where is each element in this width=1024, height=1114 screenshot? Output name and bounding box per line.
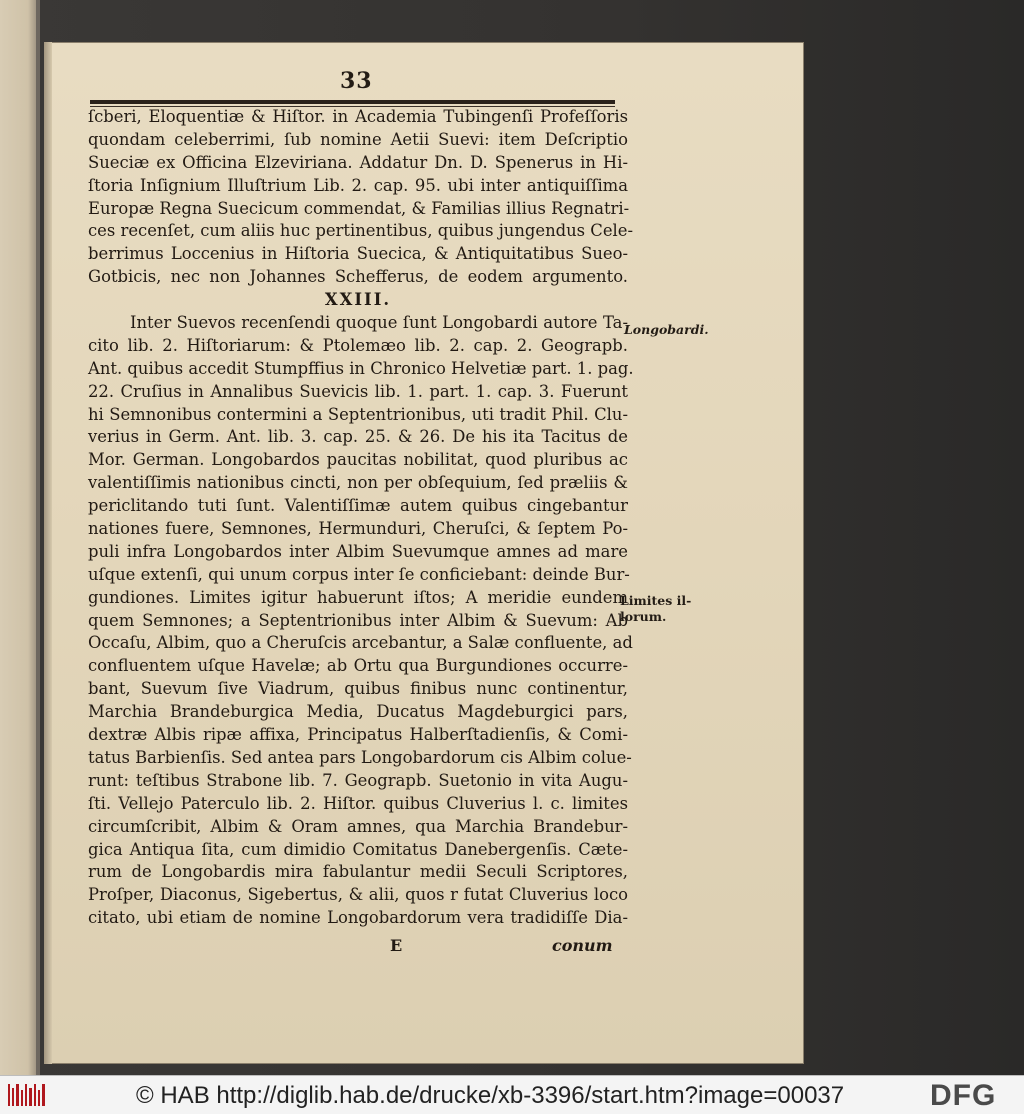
text-line: gica Antiqua ſita, cum dimidio Comitatus Danebergenſis. Cæte- <box>88 839 628 859</box>
text-line: hi Semnonibus contermini a Septentrionibus, uti tradit Phil. Clu- <box>88 404 628 424</box>
text-line: Sueciæ ex Officina Elzeviriana. Addatur Dn. D. Spenerus in Hi- <box>88 152 628 172</box>
text-line: ſtoria Inſignium Illuſtrium Lib. 2. cap. 95. ubi inter antiquiſſima <box>88 175 628 195</box>
text-line: confluentem uſque Havelæ; ab Ortu qua Burgundiones occurre- <box>88 656 628 676</box>
text-line: Proſper, Diaconus, Sigebertus, & alii, quos r futat Cluverius loco <box>88 885 628 905</box>
page-gutter <box>44 42 52 1064</box>
hab-logo-icon <box>6 1080 48 1110</box>
margin-note-longobardi: Longobardi. <box>624 322 709 337</box>
text-line: puli infra Longobardos inter Albim Suevumque amnes ad mare <box>88 541 628 561</box>
page-body-text <box>88 106 634 930</box>
text-line: ces recenſet, cum aliis huc pertinentibus, quibus jungendus Cele- <box>88 221 634 241</box>
text-line: Europæ Regna Suecicum commendat, & Familias illius Regnatri- <box>88 198 630 218</box>
text-line: uſque extenſi, qui unum corpus inter ſe conficiebant: deinde Bur- <box>88 564 630 584</box>
text-line: quondam celeberrimi, ſub nomine Aetii Suevi: item Deſcriptio <box>88 129 628 149</box>
margin-note-line: lorum. <box>620 609 667 624</box>
text-line: Gotbicis, nec non Johannes Schefferus, de eodem argumento. <box>88 267 628 287</box>
source-url-link[interactable]: © HAB http://diglib.hab.de/drucke/xb-3396/start.htm?image=00037 <box>136 1082 845 1109</box>
dfg-logo: DFG <box>930 1079 997 1112</box>
text-line: gundiones. Limites igitur habuerunt iſtos; A meridie eundem <box>88 587 628 607</box>
text-line: cito lib. 2. Hiſtoriarum: & Ptolemæo lib. 2. cap. 2. Geograpb. <box>88 335 628 355</box>
text-line: nationes fuere, Semnones, Hermunduri, Cheruſci, & ſeptem Po- <box>88 519 628 539</box>
text-line: runt: teſtibus Strabone lib. 7. Geograpb. Suetonio in vita Augu- <box>88 770 628 790</box>
text-line: verius in Germ. Ant. lib. 3. cap. 25. & 26. De his ita Tacitus de <box>88 427 628 447</box>
header-rule <box>90 100 615 104</box>
text-line: quem Semnones; a Septentrionibus inter Albim & Suevum: Ab <box>88 610 628 630</box>
margin-note-line: Limites il- <box>620 593 692 608</box>
text-line: ſcberi, Eloquentiæ & Hiſtor. in Academia Tubingenſi Profeſſoris <box>88 107 628 126</box>
book-spine <box>36 0 40 1075</box>
page-number: 33 <box>340 68 373 94</box>
text-line: Inter Suevos recenſendi quoque ſunt Longobardi autore Ta- <box>130 313 628 333</box>
text-line: Occaſu, Albim, quo a Cheruſcis arcebantur, a Salæ confluente, ad <box>88 633 633 653</box>
text-line: valentiſſimis nationibus cincti, non per obſequium, ſed præliis & <box>88 473 628 493</box>
text-line: periclitando tuti ſunt. Valentiſſimæ autem quibus cingebantur <box>88 496 628 516</box>
text-line: rum de Longobardis mira fabulantur medii Seculi Scriptores, <box>88 862 628 882</box>
text-line: circumſcribit, Albim & Oram amnes, qua Marchia Brandebur- <box>88 816 628 836</box>
text-line: tatus Barbienſis. Sed antea pars Longobardorum cis Albim colue- <box>88 747 632 767</box>
margin-note-limites <box>620 593 700 625</box>
section-heading: XXIII. <box>324 290 392 310</box>
text-line: Ant. quibus accedit Stumpffius in Chronico Helvetiæ part. 1. pag. <box>88 358 634 378</box>
text-line: citato, ubi etiam de nomine Longobardorum vera tradidiſſe Dia- <box>88 908 628 928</box>
text-line: Mor. German. Longobardos paucitas nobilitat, quod pluribus ac <box>88 450 628 470</box>
catchword: conum <box>552 936 613 955</box>
text-line: ſti. Vellejo Paterculo lib. 2. Hiſtor. quibus Cluverius l. c. limites <box>88 793 628 813</box>
footer-bar <box>0 1075 1024 1114</box>
text-line: 22. Cruſius in Annalibus Suevicis lib. 1. part. 1. cap. 3. Fuerunt <box>88 381 628 401</box>
adjacent-page-edge <box>0 0 40 1075</box>
text-line: Marchia Brandeburgica Media, Ducatus Magdeburgici pars, <box>88 702 628 722</box>
text-line: berrimus Loccenius in Hiſtoria Suecica, & Antiquitatibus Sueo- <box>88 244 628 264</box>
text-line: bant, Suevum ſive Viadrum, quibus finibus nunc continentur, <box>88 679 628 699</box>
text-line: dextræ Albis ripæ affixa, Principatus Halberſtadienſis, & Comi- <box>88 725 628 745</box>
signature-mark: E <box>390 936 403 955</box>
